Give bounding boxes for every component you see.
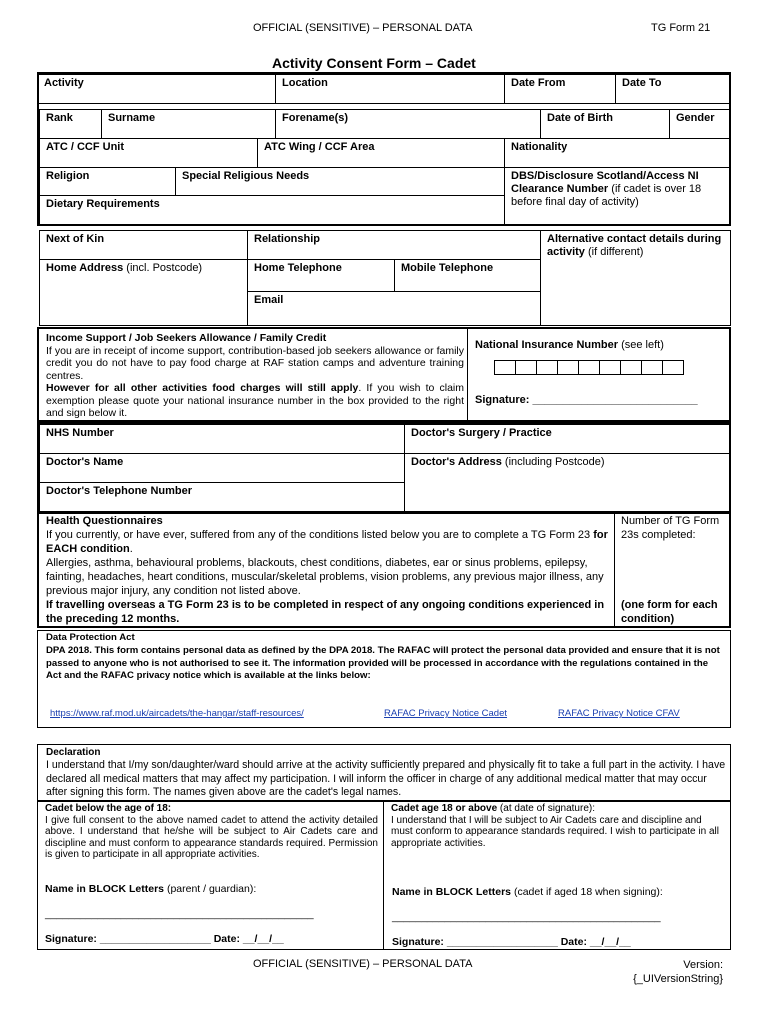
income-para2: . If you wish to claim exemption please quote your national insurance number in the box provided to the right and sign below it. — [46, 382, 464, 419]
health-line1: If you currently, or have ever, suffered from any of the conditions listed below you are to complete a TG Form 23 — [46, 529, 594, 541]
data-protection-body: DPA 2018. This form contains personal data as defined by the DPA 2018. The RAFAC will protect the personal data provided and ensure that it is not passed to anyone who is not authorised to see it. The information provided will be processed in accordance with the regulations contained in the Act and the RAFAC privacy notice which is available at the links below: — [46, 644, 720, 682]
dietary-label: Dietary Requirements — [46, 198, 160, 210]
under18-signature[interactable]: Signature: ___________________ Date: __/__/__ — [45, 933, 284, 945]
income-signature[interactable]: Signature: ___________________________ — [475, 394, 698, 406]
dbs-note: (if cadet is over 18 before final day of activity) — [511, 183, 702, 208]
date-to-field[interactable] — [615, 74, 731, 104]
under18-name-note: (parent / guardian): — [164, 883, 257, 895]
relationship-label: Relationship — [254, 233, 321, 245]
ni-label-note: (see left) — [618, 339, 664, 351]
income-para2-bold: However for all other activities food charges will still apply — [46, 382, 359, 394]
over18-heading-bold: Cadet age 18 or above — [391, 803, 498, 814]
alt-contact-note: (if different) — [584, 246, 644, 258]
income-divider — [467, 329, 468, 421]
mobile-tel-field[interactable] — [394, 259, 541, 292]
health-overseas: If travelling overseas a TG Form 23 is to be completed in respect of any ongoing conditions experienced in the preceding 12 months. — [46, 599, 605, 625]
ni-label — [475, 339, 664, 351]
date-from-label: Date From — [511, 77, 566, 89]
alt-contact-label: Alternative contact details during activity — [547, 233, 722, 258]
surgery-field[interactable] — [404, 424, 730, 454]
next-of-kin-label: Next of Kin — [46, 233, 105, 245]
dbs-label: DBS/Disclosure Scotland/Access NI Clearance Number — [511, 170, 699, 195]
ni-box[interactable] — [641, 360, 663, 375]
nationality-label: Nationality — [511, 141, 568, 153]
surname-label: Surname — [108, 112, 156, 124]
religion-label: Religion — [46, 170, 90, 182]
wing-label: ATC Wing / CCF Area — [264, 141, 375, 153]
privacy-notice-cadet-link[interactable]: RAFAC Privacy Notice Cadet — [384, 708, 508, 719]
location-label: Location — [282, 77, 328, 89]
over18-signature[interactable]: Signature: ___________________ Date: __/__/__ — [392, 936, 631, 948]
nhs-label: NHS Number — [46, 427, 114, 439]
ni-box[interactable] — [599, 360, 621, 375]
data-protection-heading: Data Protection Act — [46, 632, 135, 643]
ni-box[interactable] — [620, 360, 642, 375]
email-label: Email — [254, 294, 284, 306]
date-from-field[interactable] — [504, 74, 616, 104]
version-info — [600, 958, 723, 986]
ni-box[interactable] — [494, 360, 516, 375]
dob-field[interactable] — [540, 109, 670, 139]
form23-count-note: (one form for each condition) — [621, 599, 718, 625]
under18-name-line[interactable]: ______________________________________________ — [45, 908, 314, 920]
income-text — [46, 332, 464, 420]
version-value: {_UIVersionString} — [633, 973, 723, 985]
doctor-tel-field[interactable] — [39, 482, 405, 512]
health-heading: Health Questionnaires — [46, 515, 163, 527]
home-address-field[interactable] — [39, 259, 248, 326]
doctor-address-note: (including Postcode) — [501, 456, 605, 468]
over18-name-label — [392, 886, 663, 898]
forenames-label: Forename(s) — [282, 112, 349, 124]
page-title: Activity Consent Form – Cadet — [272, 55, 476, 71]
mobile-tel-label: Mobile Telephone — [401, 262, 494, 274]
classification-footer: OFFICIAL (SENSITIVE) – PERSONAL DATA — [253, 958, 473, 970]
home-tel-field[interactable] — [247, 259, 395, 292]
dietary-field[interactable] — [39, 195, 505, 225]
location-field[interactable] — [275, 74, 505, 104]
under18-name-bold: Name in BLOCK Letters — [45, 883, 165, 895]
ni-box[interactable] — [662, 360, 684, 375]
over18-body: I understand that I will be subject to Air Cadets care and discipline and must conform to appearance standards required. I wish to participate in all appropriate activities. — [391, 814, 719, 849]
declaration-heading: Declaration — [46, 747, 101, 758]
health-conditions: Allergies, asthma, behavioural problems, blackouts, chest conditions, diabetes, ear or sinus problems, epilepsy, fainting, headaches, heart conditions, muscular/skeletal problems, vision problems, any previous major illness, any previous major injury, any condition not listed above. — [46, 557, 604, 597]
alt-contact-field[interactable] — [540, 230, 731, 326]
income-heading: Income Support / Job Seekers Allowance / Family Credit — [46, 332, 327, 344]
under18-name-label — [45, 883, 256, 895]
doctor-address-field[interactable] — [404, 453, 730, 512]
special-religious-field[interactable] — [175, 167, 505, 196]
gender-field[interactable] — [669, 109, 730, 139]
health-divider — [614, 514, 615, 627]
version-label: Version: — [683, 959, 723, 971]
doctor-name-label: Doctor's Name — [46, 456, 124, 468]
wing-field[interactable] — [257, 138, 505, 168]
ni-box[interactable] — [557, 360, 579, 375]
home-tel-label: Home Telephone — [254, 262, 342, 274]
gender-label: Gender — [676, 112, 715, 124]
surname-field[interactable] — [101, 109, 276, 139]
date-to-label: Date To — [622, 77, 662, 89]
under18-body: I give full consent to the above named cadet to attend the activity detailed above. I understand that he/she will be subject to Air Cadets care and discipline and must conform to appearance standards required. Permission is given to participate in all appropriate activities. — [45, 814, 378, 861]
rank-field[interactable] — [39, 109, 102, 139]
unit-field[interactable] — [39, 138, 258, 168]
ni-box[interactable] — [515, 360, 537, 375]
over18-text — [391, 803, 726, 849]
privacy-notice-cfav-link[interactable]: RAFAC Privacy Notice CFAV — [558, 708, 680, 719]
activity-field[interactable] — [37, 74, 276, 104]
unit-label: ATC / CCF Unit — [46, 141, 125, 153]
rank-label: Rank — [46, 112, 73, 124]
over18-name-bold: Name in BLOCK Letters — [392, 886, 512, 898]
over18-name-note: (cadet if aged 18 when signing): — [511, 886, 663, 898]
health-line1-end: . — [129, 543, 133, 555]
home-address-note: (incl. Postcode) — [123, 262, 203, 274]
staff-resources-link[interactable]: https://www.raf.mod.uk/aircadets/the-hangar/staff-resources/ — [50, 708, 304, 719]
dbs-field[interactable] — [504, 167, 730, 225]
ni-box[interactable] — [536, 360, 558, 375]
income-para1: If you are in receipt of income support, contribution-based job seekers allowance or family credit you do not have to pay food charge at RAF station camps and adventure training centres. — [46, 344, 464, 382]
next-of-kin-field[interactable] — [39, 230, 248, 260]
nationality-field[interactable] — [504, 138, 730, 168]
over18-name-line[interactable]: ______________________________________________ — [392, 911, 661, 923]
nhs-field[interactable] — [39, 424, 405, 454]
home-address-label: Home Address — [46, 262, 124, 274]
special-religious-label: Special Religious Needs — [182, 170, 310, 182]
form-id: TG Form 21 — [651, 22, 711, 34]
ni-box[interactable] — [578, 360, 600, 375]
doctor-name-field[interactable] — [39, 453, 405, 483]
doctor-tel-label: Doctor's Telephone Number — [46, 485, 193, 497]
dob-label: Date of Birth — [547, 112, 613, 124]
religion-field[interactable] — [39, 167, 176, 196]
relationship-field[interactable] — [247, 230, 541, 260]
ni-input-boxes[interactable] — [495, 360, 684, 375]
email-field[interactable] — [247, 291, 541, 326]
classification-header: OFFICIAL (SENSITIVE) – PERSONAL DATA — [253, 22, 473, 34]
surgery-label: Doctor's Surgery / Practice — [411, 427, 552, 439]
doctor-address-label: Doctor's Address — [411, 456, 502, 468]
health-line1-bold: for EACH condition — [46, 529, 608, 555]
under18-text — [45, 803, 378, 861]
under18-heading: Cadet below the age of 18: — [45, 803, 172, 814]
declaration-text — [46, 747, 726, 800]
health-text — [46, 514, 608, 626]
data-protection-text — [46, 632, 724, 683]
form23-count-field[interactable]: Number of TG Form 23s completed: — [621, 515, 720, 541]
over18-heading-note: (at date of signature): — [497, 803, 595, 814]
activity-label: Activity — [44, 77, 84, 89]
declaration-body: I understand that I/my son/daughter/ward should arrive at the activity sufficiently prepared and physically fit to take a full part in the activity. I have declared all medical matters that may affect my participation. I will inform the officer in charge of any additional medical matter that may occur after signing this form. The names given above are the cadet's legal names. — [46, 759, 726, 798]
ni-label-bold: National Insurance Number — [475, 339, 619, 351]
forenames-field[interactable] — [275, 109, 541, 139]
